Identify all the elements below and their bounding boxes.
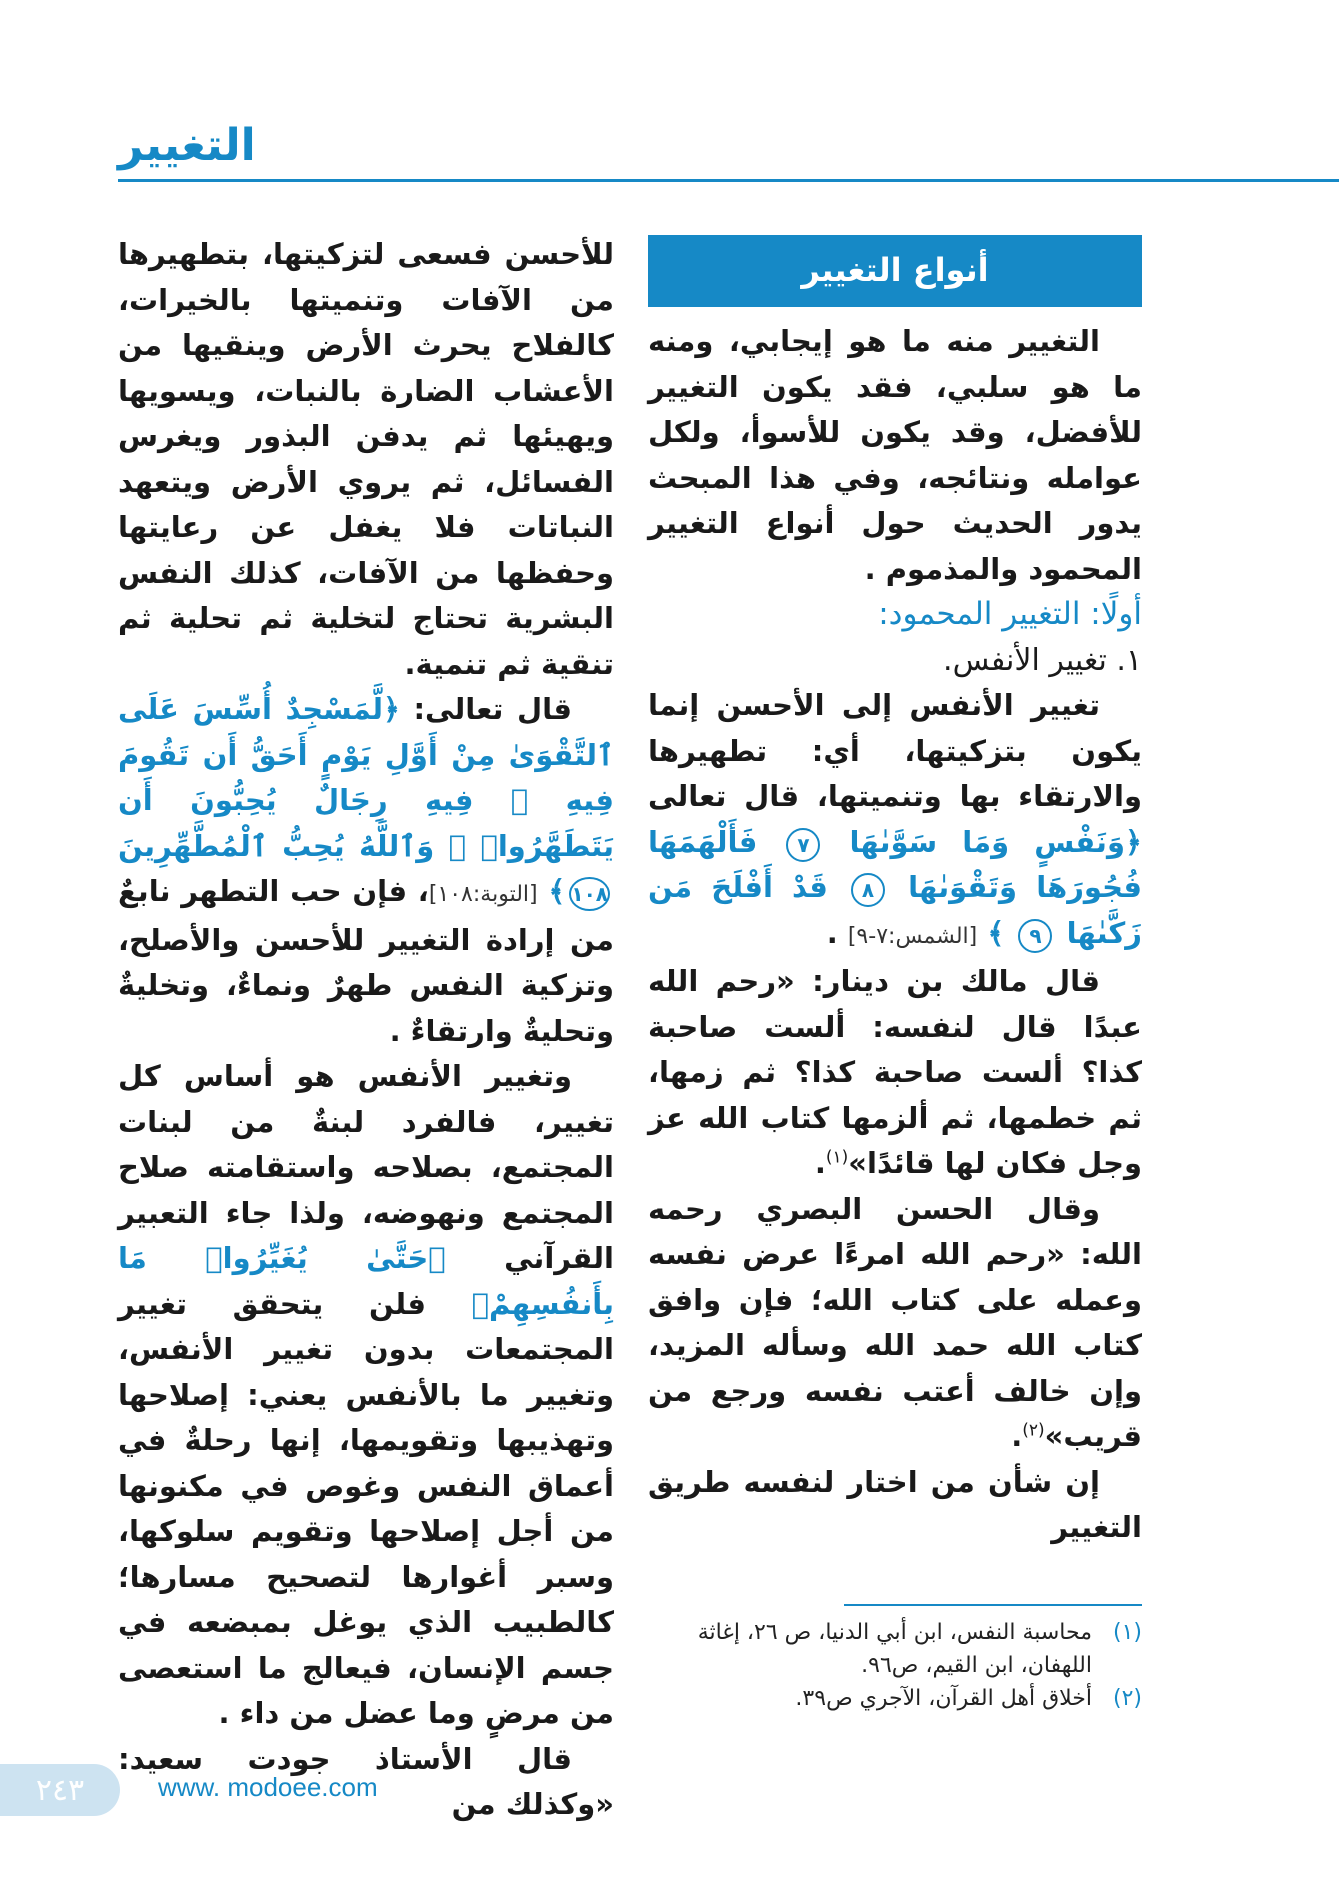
quote-text: قال مالك بن دينار: «رحم الله عبدًا قال لنفسه: ألست صاحبة كذا؟ ألست صاحبة كذا؟ ثم زمها، ثم خطمها، ثم ألزمها كتاب الله عز وجل فكان لها قائدًا» [648,964,1142,1180]
website-link[interactable]: www. modoee.com [158,1772,378,1802]
paragraph-end: . [814,1146,826,1180]
paragraph-text: ، فإن حب التطهر نابعٌ من إرادة التغيير للأحسن والأصلح، وتزكية النفس طهرٌ ونماءٌ، وتخليةٌ وتحليةٌ وارتقاءٌ . [118,874,614,1048]
paragraph-end: . [1011,1419,1023,1453]
left-column [118,232,614,1828]
verse-number: ٧ [786,828,820,862]
quran-verse: فَأَلْهَمَهَا فُجُورَهَا وَتَقْوَىٰهَا [648,824,1142,904]
section-title-box [648,235,1142,307]
paragraph-self-change [648,683,1142,959]
footnote-item [648,1682,1142,1715]
paragraph-text: فلن يتحقق تغيير المجتمعات بدون تغيير الأنفس، وتغيير ما بالأنفس يعني: إصلاحها وتهذيبها وتقويمها، إنها رحلةٌ في أعماق النفس وغوص في مكنونها من أجل إصلاحها وتقويم سلوكها، وسبر أغوارها لتصحيح مسارها؛ كالطبيب الذي يوغل بمبضعه في جسم الإنسان، فيعالج ما استعصى من مرضٍ وما عضل من داء . [118,1286,614,1730]
paragraph-malik-quote [648,959,1142,1187]
paragraph-foundation [118,1054,614,1737]
footnote-number: (١) [1112,1620,1142,1645]
footnote-item [648,1616,1142,1682]
page-number: ٢٤٣ [35,1772,85,1808]
page-number-tab [0,1764,120,1816]
subheading-self-change: ١. تغيير الأنفس. [943,642,1142,678]
verse-reference: [الشمس:٧-٩] [847,923,978,949]
verse-number: ٨ [851,873,885,907]
verse-number: ١٠٨ [569,877,610,911]
footnote-divider [844,1604,1142,1606]
heading-praised-change: أولًا: التغيير المحمود: [878,596,1142,632]
quran-verse: ﴿وَنَفْسٍ وَمَا سَوَّىٰهَا [849,824,1142,859]
section-title: أنواع التغيير [801,251,989,290]
footnote-marker[interactable]: (١) [825,1147,849,1168]
header-divider [118,179,1339,182]
paragraph-purification: للأحسن فسعى لتزكيتها، بتطهيرها من الآفات وتنميتها بالخيرات، كالفلاح يحرث الأرض وينقيها من الأعشاب الضارة بالنبات، ويسويها ويهيئها ثم يدفن البذور ويغرس الفسائل، ثم يروي الأرض ويتعهد النباتات فلا يغفل عن رعايتها وحفظها من الآفات، كذلك النفس البشرية تحتاج لتخلية ثم تحلية ثم تنقية ثم تنمية. [118,237,614,681]
intro-paragraph: التغيير منه ما هو إيجابي، ومنه ما هو سلبي، فقد يكون التغيير للأفضل، وقد يكون للأسوأ، ولكل عوامله ونتائجه، وفي هذا المبحث يدور الحديث حول أنواع التغيير المحمود والمذموم . [648,324,1142,586]
paragraph-tawbah-verse [118,687,614,1054]
footnote-number: (٢) [1112,1686,1142,1711]
quran-verse-close: ﴾ [548,874,566,908]
verse-number: ٩ [1018,919,1052,953]
quran-verse: ﴿حَتَّىٰ يُغَيِّرُوا۟ مَا بِأَنفُسِهِمْ﴾ [118,1241,614,1321]
paragraph-text: تغيير الأنفس إلى الأحسن إنما يكون بتزكيتها، أي: تطهيرها والارتقاء بها وتنميتها، قال تعالى [648,688,1142,813]
paragraph-text: قال تعالى: [399,692,572,726]
footnote-text: أخلاق أهل القرآن، الآجري ص٣٩. [795,1686,1092,1711]
verse-reference: [التوبة:١٠٨] [428,882,538,907]
footnote-text: محاسبة النفس، ابن أبي الدنيا، ص ٢٦، إغاثة اللهفان، ابن القيم، ص٩٦. [697,1620,1092,1678]
paragraph-text: وتغيير الأنفس هو أساس كل تغيير، فالفرد لبنةٌ من لبنات المجتمع، بصلاحه واستقامته صلاح المجتمع ونهوضه، ولذا جاء التعبير القرآني [118,1059,614,1275]
footnotes [648,1616,1142,1715]
paragraph-end: . [826,915,848,950]
right-column [648,235,1142,1551]
quran-verse: قَدْ أَفْلَحَ مَن زَكَّىٰهَا [648,870,1142,950]
paragraph-jawdat-quote: قال الأستاذ جودت سعيد: «وكذلك من [118,1741,614,1821]
footnote-marker[interactable]: (٢) [1022,1420,1045,1441]
page-title: التغيير [118,120,256,171]
quran-verse-close: ﴾ [987,915,1005,950]
quote-text: وقال الحسن البصري رحمه الله: «رحم الله امرءًا عرض نفسه وعمله على كتاب الله؛ فإن وافق كتاب الله حمد الله وسأله المزيد، وإن خالف أعتب نفسه ورجع من قريب» [648,1191,1142,1453]
paragraph-hasan-quote [648,1187,1142,1460]
paragraph-continued: إن شأن من اختار لنفسه طريق التغيير [648,1464,1142,1544]
quran-verse: ﴿لَّمَسْجِدٌ أُسِّسَ عَلَى ٱلتَّقْوَىٰ مِنْ أَوَّلِ يَوْمٍ أَحَقُّ أَن تَقُومَ فِيهِ ۚ فِيهِ رِجَالٌ يُحِبُّونَ أَن يَتَطَهَّرُوا۟ ۚ وَٱللَّهُ يُحِبُّ ٱلْمُطَّهِّرِينَ [118,692,614,863]
